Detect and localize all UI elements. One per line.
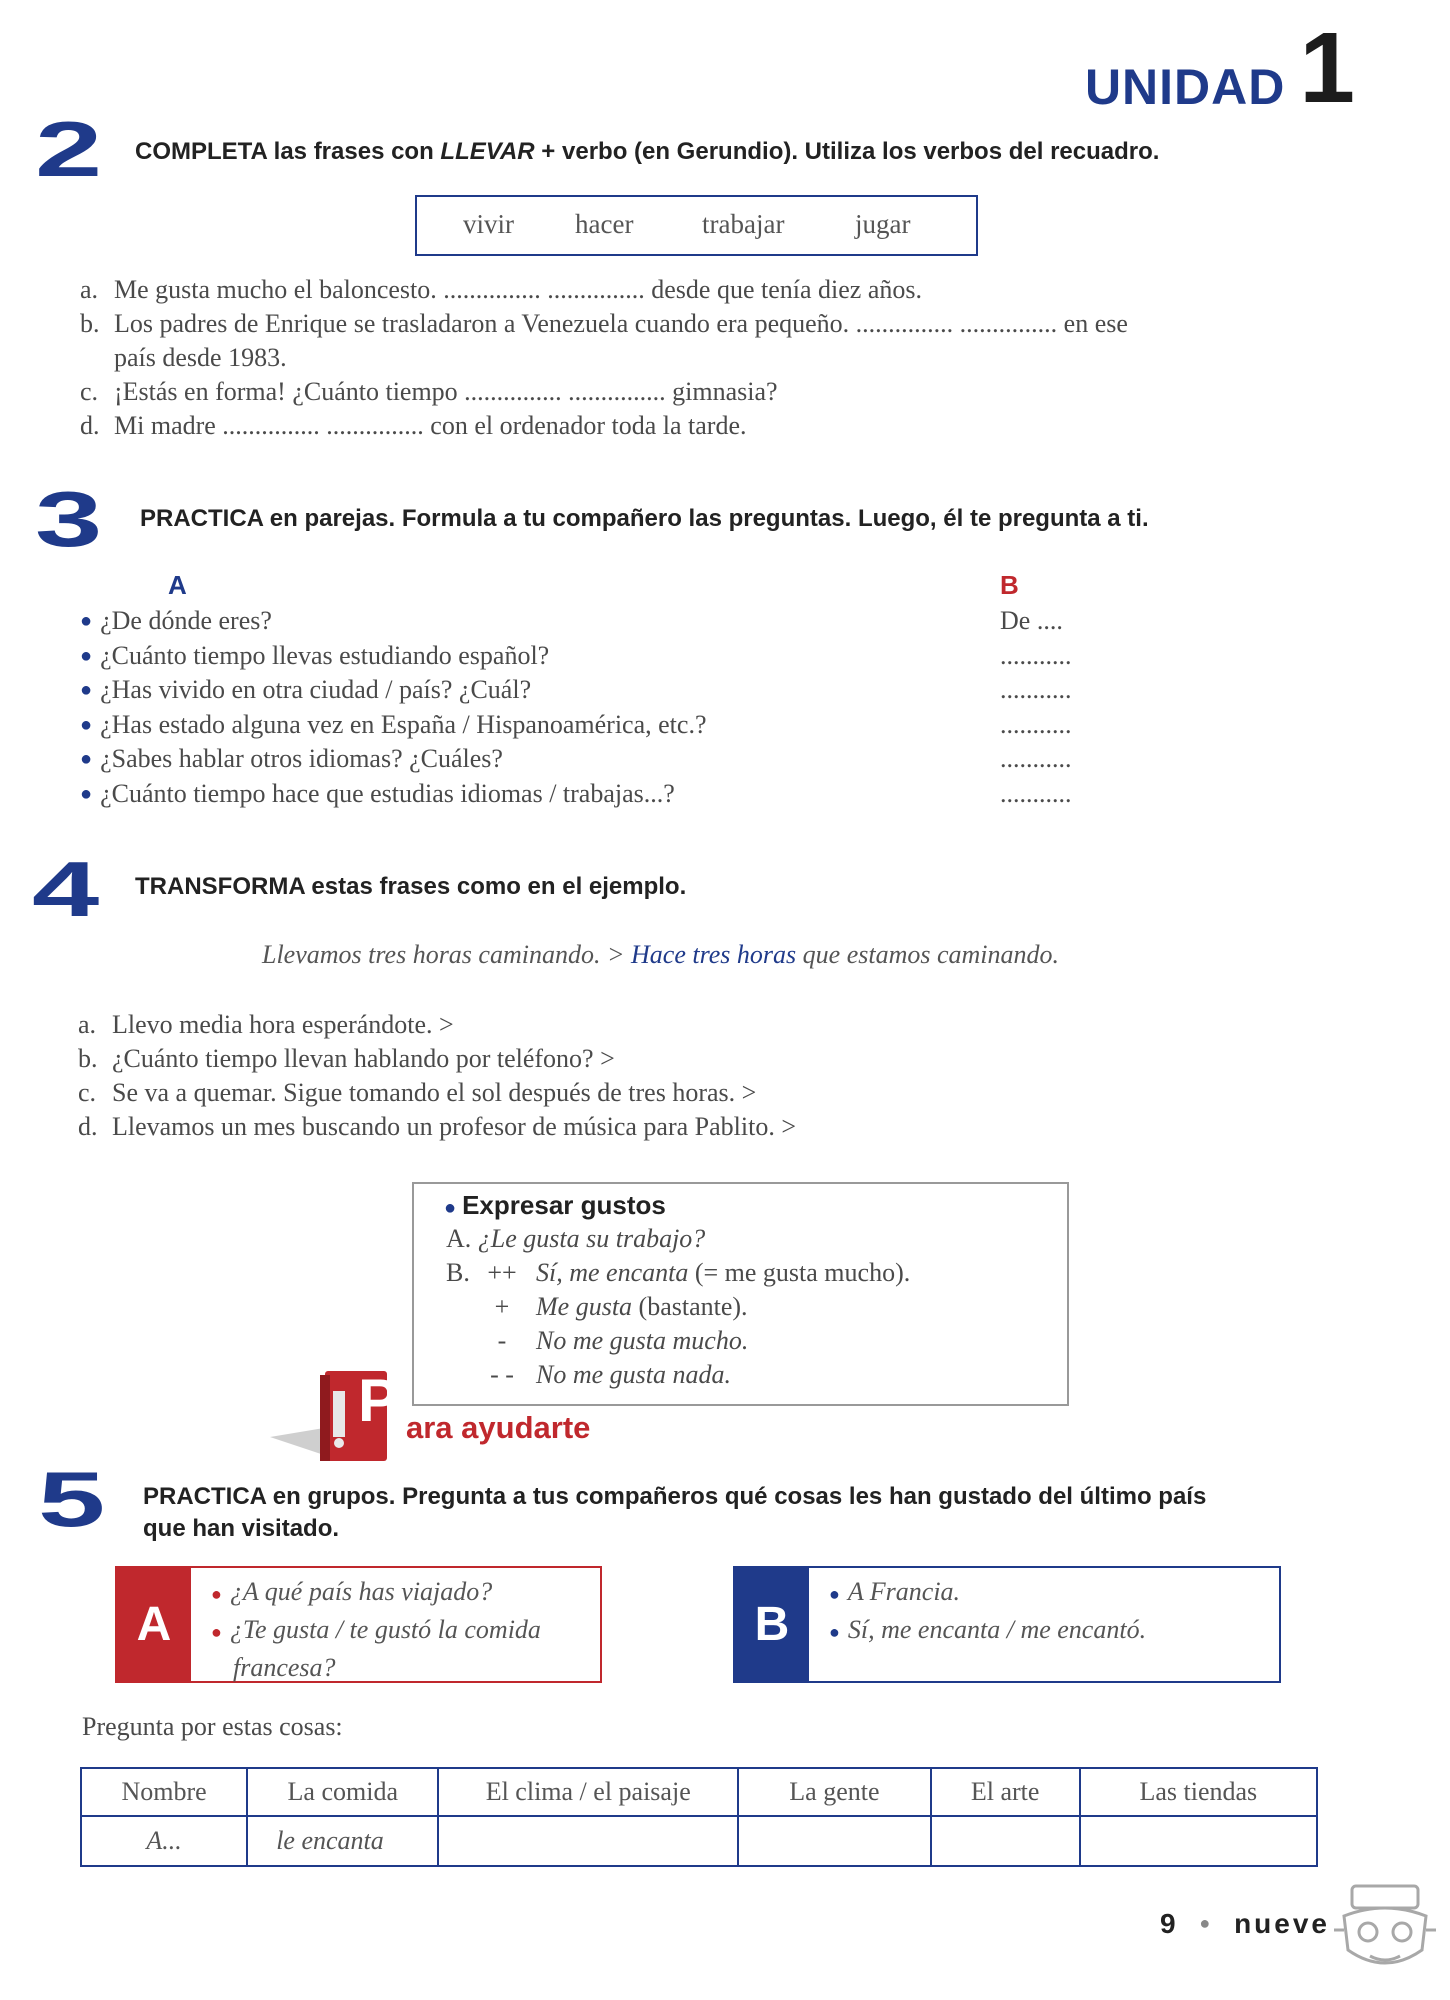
role-box-b bbox=[733, 1566, 1281, 1683]
answer-item: ........... bbox=[1000, 640, 1072, 670]
exercise-2-item-a bbox=[80, 275, 922, 305]
exercise-4-title: TRANSFORMA estas frases como en el ejemplo. bbox=[135, 873, 687, 900]
answer-item: ........... bbox=[1000, 709, 1072, 739]
exercise-4-item-d bbox=[78, 1112, 796, 1142]
column-b-header: B bbox=[1000, 570, 1019, 600]
help-answer bbox=[536, 1360, 731, 1390]
help-heading-text: Expresar gustos bbox=[462, 1190, 666, 1220]
item-label: c. bbox=[80, 377, 99, 406]
answer-plain: (= me gusta mucho). bbox=[688, 1258, 911, 1287]
example-part: Llevamos tres horas caminando. > bbox=[262, 940, 632, 969]
item-text: Se va a quemar. Sigue tomando el sol después de tres horas. > bbox=[112, 1078, 757, 1107]
item-label: b. bbox=[80, 309, 100, 338]
page-footer bbox=[1160, 1908, 1330, 1940]
table-cell[interactable] bbox=[931, 1816, 1080, 1866]
exercise-3-number: 3 bbox=[35, 475, 103, 563]
question-item bbox=[80, 639, 707, 674]
bullet-icon: ● bbox=[829, 1622, 840, 1642]
item-text: ¿Cuánto tiempo llevan hablando por teléfono? > bbox=[112, 1044, 615, 1073]
page-number: 9 bbox=[1160, 1908, 1179, 1939]
exercise-5-number: 5 bbox=[38, 1455, 106, 1543]
exercise-4-number: 4 bbox=[32, 845, 100, 933]
verb-box bbox=[415, 195, 978, 256]
bullet-icon: ● bbox=[211, 1622, 222, 1642]
role-a-text: ¿A qué país has viajado? bbox=[229, 1577, 493, 1606]
item-text: ¡Estás en forma! ¿Cuánto tiempo ............... ............... gimnasia? bbox=[114, 377, 778, 406]
question-text: ¿Has estado alguna vez en España / Hispanoamérica, etc.? bbox=[100, 709, 707, 739]
ask-label: Pregunta por estas cosas: bbox=[82, 1712, 343, 1741]
help-heading bbox=[444, 1190, 666, 1221]
role-a-lines bbox=[191, 1568, 541, 1681]
help-line-a bbox=[446, 1224, 705, 1254]
role-b-line bbox=[829, 1574, 1146, 1612]
answer-plain: (bastante). bbox=[632, 1292, 748, 1321]
exercise-4-item-b bbox=[78, 1044, 615, 1074]
exercise-2-title bbox=[135, 138, 1159, 166]
item-label: a. bbox=[78, 1010, 97, 1039]
exercise-4-item-a bbox=[78, 1010, 454, 1040]
bullet-icon: ● bbox=[444, 1197, 457, 1219]
help-question: ¿Le gusta su trabajo? bbox=[477, 1224, 706, 1253]
item-text: Mi madre ............... ............... con el ordenador toda la tarde. bbox=[114, 411, 747, 440]
speaker-label: A. bbox=[446, 1224, 472, 1253]
role-b-text: A Francia. bbox=[847, 1577, 961, 1606]
answer-item: ........... bbox=[1000, 778, 1072, 808]
role-tag-a: A bbox=[117, 1568, 191, 1681]
answer-item: ........... bbox=[1000, 675, 1072, 704]
role-b-text: Sí, me encanta / me encantó. bbox=[847, 1615, 1147, 1644]
table-cell[interactable] bbox=[738, 1816, 931, 1866]
question-list bbox=[80, 604, 707, 811]
role-box-a bbox=[115, 1566, 602, 1683]
exercise-2-item-d bbox=[80, 411, 747, 441]
answer-list bbox=[1000, 604, 1072, 811]
exercise-2-item-b-cont bbox=[80, 343, 287, 373]
help-line-b-label: B. bbox=[446, 1258, 470, 1287]
para-ayudarte-label: ara ayudarte bbox=[406, 1410, 591, 1445]
page-word: nueve bbox=[1234, 1908, 1330, 1939]
exercise-2-title-part: COMPLETA las frases con bbox=[135, 138, 441, 165]
unit-label: UNIDAD bbox=[1084, 59, 1286, 115]
example-sentence bbox=[262, 940, 1059, 970]
bullet-icon: ● bbox=[80, 782, 93, 805]
bullet-icon: ● bbox=[80, 748, 93, 770]
item-text: Llevo media hora esperándote. > bbox=[112, 1010, 454, 1039]
table-header: Nombre bbox=[81, 1768, 247, 1816]
help-answer bbox=[536, 1258, 910, 1288]
item-label: d. bbox=[78, 1112, 98, 1141]
bullet-icon: ● bbox=[211, 1584, 222, 1604]
answer-italic: No me gusta nada. bbox=[536, 1360, 731, 1389]
exercise-2-title-verb: LLEVAR bbox=[440, 138, 535, 165]
degree-sign: - bbox=[497, 1326, 507, 1355]
table-cell[interactable]: A... bbox=[81, 1816, 247, 1866]
bullet-icon: ● bbox=[80, 679, 93, 701]
bullet-icon: ● bbox=[1199, 1913, 1214, 1933]
bullet-icon: ● bbox=[80, 713, 93, 736]
answer-item: De .... bbox=[1000, 606, 1063, 635]
degree-sign: ++ bbox=[487, 1258, 517, 1287]
help-box bbox=[412, 1182, 1069, 1406]
question-item bbox=[80, 604, 707, 639]
exercise-2-title-part: + verbo (en Gerundio). Utiliza los verbos del recuadro. bbox=[534, 138, 1160, 165]
role-a-line bbox=[211, 1574, 541, 1612]
role-a-text: ¿Te gusta / te gustó la comida bbox=[229, 1615, 541, 1644]
answer-italic: Me gusta bbox=[536, 1292, 633, 1321]
column-a-header: A bbox=[168, 570, 187, 600]
exercise-2-number: 2 bbox=[35, 105, 103, 193]
answer-italic: Sí, me encanta bbox=[536, 1258, 689, 1287]
question-text: ¿De dónde eres? bbox=[100, 606, 272, 635]
table-header: Las tiendas bbox=[1080, 1768, 1317, 1816]
question-text: ¿Cuánto tiempo hace que estudias idiomas / trabajas...? bbox=[100, 778, 675, 808]
bullet-icon: ● bbox=[80, 644, 93, 667]
exercise-4-item-c bbox=[78, 1078, 756, 1108]
verb-option: jugar bbox=[855, 209, 911, 239]
table-header: La gente bbox=[738, 1768, 931, 1816]
item-text: Los padres de Enrique se trasladaron a Venezuela cuando era pequeño. ............... ............... en ese bbox=[114, 309, 1128, 338]
question-text: ¿Has vivido en otra ciudad / país? ¿Cuál? bbox=[100, 675, 532, 704]
verb-option: trabajar bbox=[702, 209, 785, 239]
logo-letter: P bbox=[358, 1367, 399, 1434]
item-text: Llevamos un mes buscando un profesor de música para Pablito. > bbox=[112, 1112, 796, 1141]
question-item bbox=[80, 777, 707, 812]
role-a-text: francesa? bbox=[233, 1653, 336, 1682]
unit-header bbox=[1084, 12, 1355, 124]
question-item bbox=[80, 673, 707, 708]
decorative-mask-icon bbox=[1330, 1880, 1440, 1980]
item-text: país desde 1983. bbox=[114, 343, 287, 372]
verb-option: hacer bbox=[575, 209, 634, 239]
table-cell[interactable]: le encanta bbox=[247, 1816, 438, 1866]
help-answer bbox=[536, 1292, 748, 1322]
table-header-row bbox=[81, 1768, 1317, 1816]
table-cell[interactable] bbox=[1080, 1816, 1317, 1866]
question-text: ¿Cuánto tiempo llevas estudiando español? bbox=[100, 640, 550, 670]
help-answer bbox=[536, 1326, 748, 1356]
example-highlight: Hace tres horas bbox=[631, 940, 797, 969]
answer-italic: No me gusta mucho. bbox=[536, 1326, 749, 1355]
item-text: Me gusta mucho el baloncesto. ............... ............... desde que tenía diez años. bbox=[114, 275, 922, 304]
table-header: El clima / el paisaje bbox=[438, 1768, 738, 1816]
degree-sign: + bbox=[494, 1292, 510, 1321]
role-a-line bbox=[211, 1612, 541, 1650]
question-text: ¿Sabes hablar otros idiomas? ¿Cuáles? bbox=[100, 744, 503, 773]
exercise-3-title: PRACTICA en parejas. Formula a tu compañero las preguntas. Luego, él te pregunta a ti. bbox=[140, 505, 1149, 532]
exercise-5-title-line1: PRACTICA en grupos. Pregunta a tus compañeros qué cosas les han gustado del último país bbox=[143, 1483, 1207, 1510]
unit-number: 1 bbox=[1299, 12, 1355, 124]
question-item bbox=[80, 742, 707, 777]
degree-sign: - - bbox=[490, 1360, 514, 1389]
bullet-icon: ● bbox=[829, 1584, 840, 1604]
para-ayudarte-logo bbox=[270, 1365, 410, 1465]
role-a-line bbox=[211, 1650, 541, 1685]
exercise-5-title-line2: que han visitado. bbox=[143, 1515, 340, 1542]
table-header: El arte bbox=[931, 1768, 1080, 1816]
question-item bbox=[80, 708, 707, 743]
item-label: b. bbox=[78, 1044, 98, 1073]
role-tag-b: B bbox=[735, 1568, 809, 1681]
exercise-2-item-b bbox=[80, 309, 1128, 339]
verb-option: vivir bbox=[463, 209, 514, 239]
exercise-2-item-c bbox=[80, 377, 778, 407]
table-header: La comida bbox=[247, 1768, 438, 1816]
table-row bbox=[81, 1816, 1317, 1866]
item-label: a. bbox=[80, 275, 99, 304]
bullet-icon: ● bbox=[80, 610, 93, 632]
example-part: que estamos caminando. bbox=[796, 940, 1060, 969]
table-cell[interactable] bbox=[438, 1816, 738, 1866]
role-b-line bbox=[829, 1612, 1146, 1650]
item-label: c. bbox=[78, 1078, 97, 1107]
item-label: d. bbox=[80, 411, 100, 440]
role-b-lines bbox=[809, 1568, 1146, 1681]
survey-table bbox=[80, 1767, 1318, 1867]
answer-item: ........... bbox=[1000, 744, 1072, 773]
